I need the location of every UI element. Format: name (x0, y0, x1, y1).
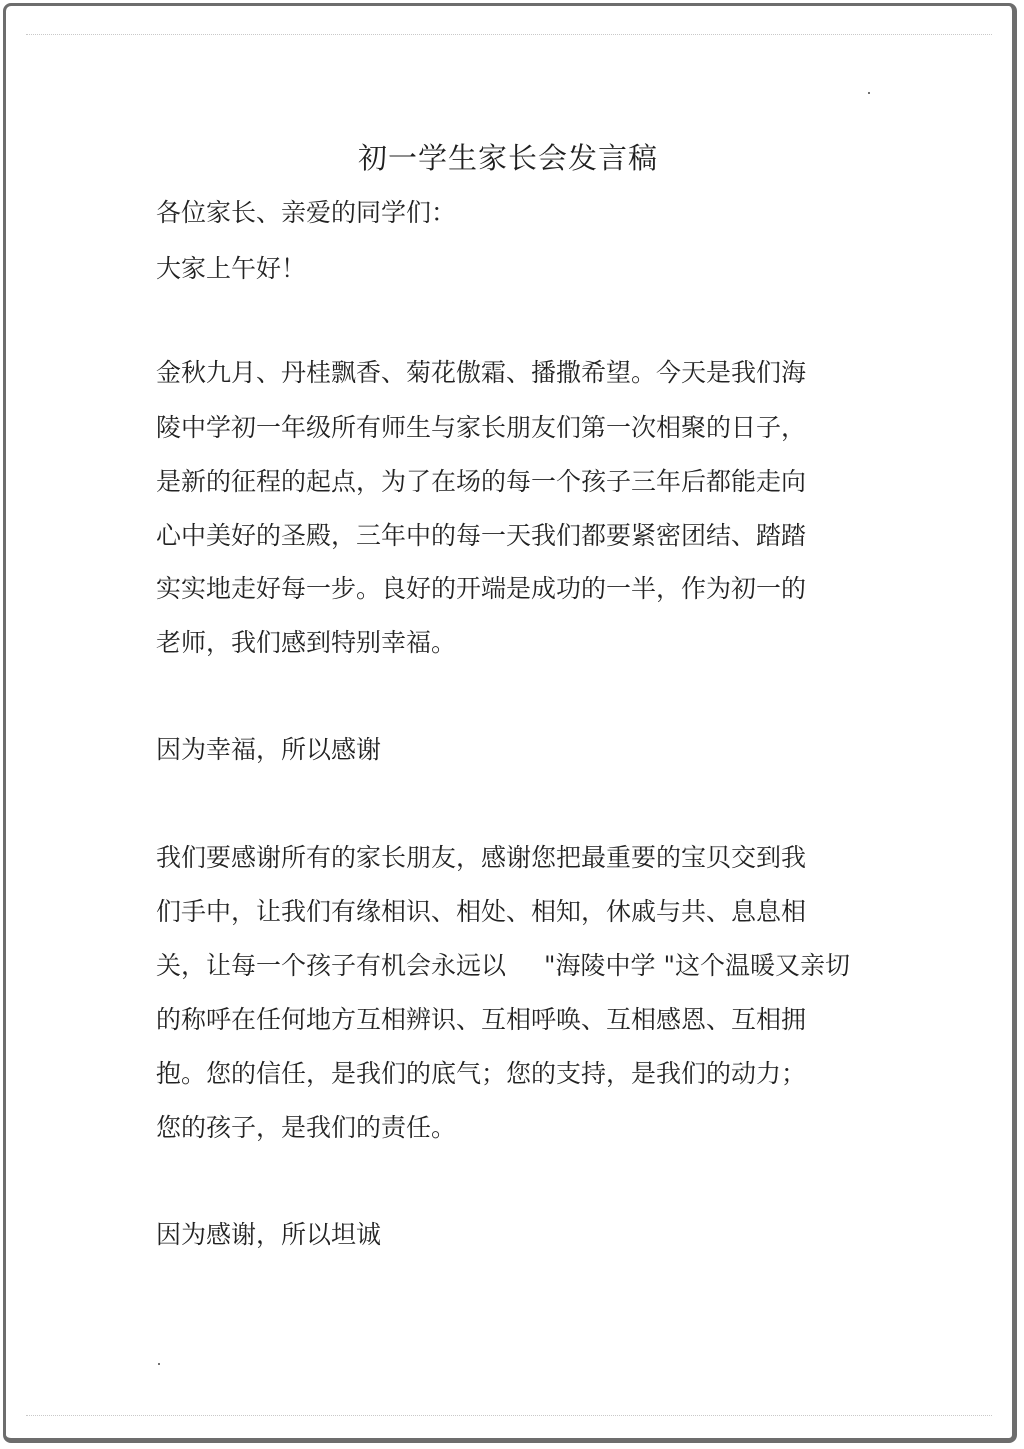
paragraph-line: 我们要感谢所有的家长朋友，感谢您把最重要的宝贝交到我 (156, 843, 807, 872)
speck-mark (868, 92, 870, 94)
greeting-line: 各位家长、亲爱的同学们： (156, 198, 457, 227)
paragraph-line: 实实地走好每一步。良好的开端是成功的一半，作为初一的 (156, 574, 807, 603)
paragraph-line: 们手中，让我们有缘相识、相处、相知，休戚与共、息息相 (156, 897, 807, 926)
section-heading: 因为幸福，所以感谢 (156, 735, 382, 764)
section-heading: 因为感谢，所以坦诚 (156, 1220, 382, 1249)
paragraph-line (156, 949, 850, 983)
paragraph-line: 金秋九月、丹桂飘香、菊花傲霜、播撒希望。今天是我们海 (156, 358, 807, 387)
salutation-line: 大家上午好！ (156, 254, 307, 283)
paragraph-line: 陵中学初一年级所有师生与家长朋友们第一次相聚的日子， (156, 413, 807, 442)
paragraph-line-part: "海陵中学 "这个温暖又亲切 (544, 951, 850, 980)
paragraph-line: 心中美好的圣殿，三年中的每一天我们都要紧密团结、踏踏 (156, 521, 807, 550)
paragraph-line: 老师，我们感到特别幸福。 (156, 628, 457, 657)
paragraph-line: 抱。您的信任，是我们的底气；您的支持，是我们的动力； (156, 1059, 807, 1088)
paragraph-line: 是新的征程的起点，为了在场的每一个孩子三年后都能走向 (156, 467, 807, 496)
paragraph-line: 的称呼在任何地方互相辨识、互相呼唤、互相感恩、互相拥 (156, 1005, 807, 1034)
paragraph-line: 您的孩子，是我们的责任。 (156, 1113, 457, 1142)
top-dotted-rule (26, 34, 992, 35)
paragraph-line-part: 关，让每一个孩子有机会永远以 (156, 951, 507, 980)
bottom-dotted-rule (26, 1415, 992, 1416)
speck-mark (158, 1363, 160, 1365)
document-page (3, 3, 1017, 1443)
document-title: 初一学生家长会发言稿 (357, 141, 658, 175)
